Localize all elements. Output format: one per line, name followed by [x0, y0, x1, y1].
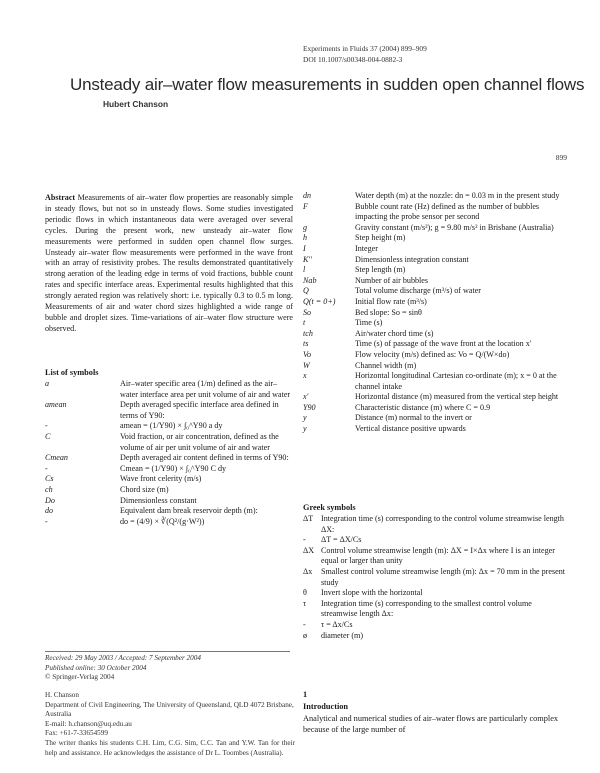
symbol-definition: Number of air bubbles — [355, 275, 429, 285]
symbol-row — [303, 567, 565, 588]
symbol-row — [303, 631, 565, 642]
symbol-row — [303, 546, 565, 567]
symbol-row — [45, 432, 295, 453]
symbol-definition: Cmean = (1/Y90) × ∫₀^Y90 C dy — [120, 463, 227, 473]
symbol-rows — [303, 191, 565, 435]
symbol-definition: Dimensionless integration constant — [355, 254, 469, 264]
symbol-row — [303, 620, 565, 631]
symbol: W — [303, 360, 310, 370]
symbol: ΔX — [303, 545, 315, 555]
symbol: Y90 — [303, 402, 316, 412]
intro-heading: Introduction — [303, 702, 349, 711]
symbol-definition: Total volume discharge (m³/s) of water — [355, 286, 482, 296]
journal-citation — [303, 43, 427, 65]
symbol: ts — [303, 339, 309, 349]
symbol-row — [303, 424, 565, 435]
symbol: - — [45, 516, 48, 526]
symbol-definition: Step length (m) — [355, 265, 406, 275]
published-date: Published online: 30 October 2004 — [45, 663, 147, 672]
symbol-definition: Invert slope with the horizontal — [321, 588, 423, 598]
symbol-row — [45, 496, 295, 507]
symbol: I — [303, 243, 306, 253]
symbol: Cs — [45, 474, 54, 484]
symbol: a — [45, 379, 50, 388]
symbol-definition: Gravity constant (m/s²); g = 9.80 m/s² in Brisbane (Australia) — [355, 222, 554, 232]
symbol: Do — [45, 495, 55, 505]
symbol-row — [45, 485, 295, 496]
symbol-definition: Air/water chord time (s) — [355, 328, 434, 338]
symbol: - — [45, 463, 48, 473]
symbol-row — [303, 599, 565, 620]
symbol: amean — [45, 400, 67, 410]
address-name: H. Chanson — [45, 691, 79, 699]
symbol-definition: Initial flow rate (m³/s) — [355, 296, 427, 306]
symbol-row — [303, 265, 565, 276]
symbol: Q — [303, 286, 309, 296]
author-name: Hubert Chanson — [103, 99, 169, 109]
symbol-definition: Smallest control volume streamwise length (m): Δx = 70 mm in the present study — [321, 566, 565, 587]
symbol-list-left — [45, 367, 295, 527]
introduction-section — [303, 689, 565, 735]
symbol-row — [303, 413, 565, 424]
intro-text: Analytical and numerical studies of air–water flows are particularly complex because of the large number of — [303, 714, 559, 734]
symbol: ΔT — [303, 514, 314, 523]
symbol-row — [303, 403, 565, 414]
address-fax: Fax: +61-7-33654599 — [45, 729, 108, 738]
symbol: dn — [303, 191, 312, 200]
abstract — [45, 193, 293, 335]
symbol-row — [303, 202, 565, 223]
symbol-definition: Distance (m) normal to the invert or — [355, 413, 472, 423]
greek-rows — [303, 514, 565, 641]
abstract-text: Measurements of air–water flow properties are reasonably simple in steady flows, but not so in unsteady flows. Some studies investigated periodic flows in which instantaneous data were averaged over several cycles. During the present work, new unsteady air–water flow measurements were performed in sudden open channel flow surges. Unsteady air–water flow measurements were performed in the wave front with an array of resistivity probes. The results demonstrated quantitatively strong aeration of the leading edge in terms of void fractions, bubble count rates and specific interface areas. Experimental results highlighted that this strongly aerated region was relatively short: i.e. typically 0.3 to 0.5 m long. Measurements of air and water chord sizes highlighted a wide range of bubble and droplet sizes. Time-variations of air–water flow structure were observed. — [45, 193, 293, 333]
symbol-row — [45, 453, 295, 464]
symbol-row — [45, 506, 295, 517]
symbol: l — [303, 265, 306, 275]
symbol: g — [303, 222, 308, 232]
symbol: C — [45, 431, 51, 441]
symbol-rows — [45, 379, 295, 527]
symbol: K'' — [303, 254, 312, 264]
page-number: 899 — [555, 153, 567, 162]
symbol-definition: Air–water specific area (1/m) defined as the air–water interface area per unit volume of air and water — [120, 379, 291, 399]
symbol-definition: Vertical distance positive upwards — [355, 424, 466, 434]
symbol: So — [303, 307, 312, 317]
symbol: ø — [303, 630, 308, 640]
symbol-row — [303, 339, 565, 350]
intro-number: 1 — [303, 690, 308, 699]
symbol: Vo — [303, 349, 312, 359]
symbol-definition: Wave front celerity (m/s) — [120, 474, 202, 484]
symbol-definition: Integration time (s) corresponding to the control volume streamwise length ΔX: — [321, 514, 564, 534]
address-department: Department of Civil Engineering, The University of Queensland, QLD 4072 Brisbane, Australia — [45, 700, 294, 719]
symbol-row — [45, 474, 295, 485]
symbol-definition: Depth averaged specific interface area defined in terms of Y90: — [120, 400, 279, 420]
symbol-row — [303, 297, 565, 308]
symbol: - — [303, 619, 306, 629]
paper-title: Unsteady air–water flow measurements in sudden open channel flows — [70, 75, 585, 94]
footnote-divider — [45, 651, 290, 652]
address-email[interactable]: E-mail: h.chanson@uq.edu.au — [45, 719, 132, 728]
symbol-definition: Water depth (m) at the nozzle: dn = 0.03 m in the present study — [355, 191, 560, 200]
symbol-row — [303, 329, 565, 340]
received-date: Received: 29 May 2003 / Accepted: 7 September 2004 — [45, 654, 201, 662]
symbol-definition: do = (4/9) × ∛(Q²/(g·W²)) — [120, 516, 205, 526]
symbol-definition: Channel width (m) — [355, 360, 417, 370]
symbol: y — [303, 424, 307, 434]
symbol: Δx — [303, 566, 313, 576]
symbol-definition: Integer — [355, 243, 378, 253]
symbol-definition: Characteristic distance (m) where C = 0.9 — [355, 402, 491, 412]
symbol-definition: Chord size (m) — [120, 484, 169, 494]
symbol: F — [303, 201, 308, 211]
symbol-definition: amean = (1/Y90) × ∫₀^Y90 a dy — [120, 421, 223, 431]
symbol-definition: Dimensionless constant — [120, 495, 197, 505]
symbol-row — [303, 350, 565, 361]
symbol: x' — [303, 392, 309, 402]
symbol-row — [303, 244, 565, 255]
symbol-definition: ΔT = ΔX/Cs — [321, 535, 362, 545]
author-address — [45, 691, 295, 739]
symbol: θ — [303, 588, 307, 598]
symbol-definition: Step height (m) — [355, 233, 406, 243]
acknowledgement: The writer thanks his students C.H. Lim, C.G. Sim, C.C. Tan and Y.W. Tan for their help and assistance. He acknowledges the assistance of Dr L. Toombes (Australia). — [45, 739, 295, 757]
greek-symbol-list — [303, 502, 565, 641]
symbol-row — [303, 233, 565, 244]
symbol-definition: Bubble count rate (Hz) defined as the number of bubbles impacting the probe sensor per second — [355, 201, 540, 222]
symbol-row — [303, 371, 565, 392]
symbol-definition: τ = Δx/Cs — [321, 619, 353, 629]
symbol-row — [303, 191, 565, 202]
symbol-definition: diameter (m) — [321, 630, 364, 640]
symbol-row — [303, 514, 565, 535]
symbols-heading: List of symbols — [45, 368, 99, 377]
symbol: y — [303, 413, 307, 423]
symbol-row — [45, 379, 295, 400]
symbol-row — [303, 286, 565, 297]
symbol-row — [303, 361, 565, 372]
symbol-row — [45, 421, 295, 432]
symbol-list-right — [303, 191, 565, 435]
symbol-row — [303, 535, 565, 546]
copyright: © Springer-Verlag 2004 — [45, 673, 115, 682]
symbol: Cmean — [45, 453, 68, 463]
symbol-row — [303, 392, 565, 403]
symbol: Q(t = 0+) — [303, 296, 336, 306]
symbol: - — [303, 535, 306, 545]
symbol-definition: Depth averaged air content defined in terms of Y90: — [120, 453, 289, 463]
symbol-definition: Horizontal longitudinal Cartesian co-ordinate (m); x = 0 at the channel intake — [355, 371, 557, 391]
symbol: x — [303, 371, 307, 381]
symbol-definition: Flow velocity (m/s) defined as: Vo = Q/(W×do) — [355, 349, 510, 359]
symbol-row — [45, 517, 295, 528]
symbol-row — [303, 276, 565, 287]
symbol-definition: Integration time (s) corresponding to the smallest control volume streamwise length Δx: — [321, 598, 532, 619]
symbol-row — [303, 223, 565, 234]
symbol-definition: Time (s) of passage of the wave front at the location x' — [355, 339, 532, 349]
abstract-label: Abstract — [45, 193, 76, 202]
greek-heading: Greek symbols — [303, 503, 356, 512]
symbol-definition: Equivalent dam break reservoir depth (m): — [120, 506, 258, 516]
symbol-row — [45, 400, 295, 421]
publication-dates — [45, 654, 295, 683]
doi-line: DOI 10.1007/s00348-004-0882-3 — [303, 55, 403, 64]
symbol-definition: Control volume streamwise length (m): ΔX = I×Δx where I is an integer equal or larger than unity — [321, 545, 555, 566]
symbol-row — [303, 588, 565, 599]
symbol: tch — [303, 328, 313, 338]
symbol: Nab — [303, 275, 317, 285]
symbol-definition: Void fraction, or air concentration, defined as the volume of air per unit volume of air and water — [120, 431, 279, 452]
symbol: τ — [303, 598, 307, 608]
symbol: ch — [45, 484, 53, 494]
journal-line: Experiments in Fluids 37 (2004) 899–909 — [303, 44, 427, 53]
symbol: do — [45, 506, 54, 516]
symbol-definition: Time (s) — [355, 318, 383, 328]
symbol: - — [45, 421, 48, 431]
symbol-row — [303, 318, 565, 329]
symbol-definition: Horizontal distance (m) measured from the vertical step height — [355, 392, 559, 402]
symbol-row — [303, 308, 565, 319]
symbol-row — [303, 255, 565, 266]
symbol: h — [303, 233, 308, 243]
symbol-definition: Bed slope: So = sinθ — [355, 307, 422, 317]
symbol-row — [45, 464, 295, 475]
symbol: t — [303, 318, 306, 328]
